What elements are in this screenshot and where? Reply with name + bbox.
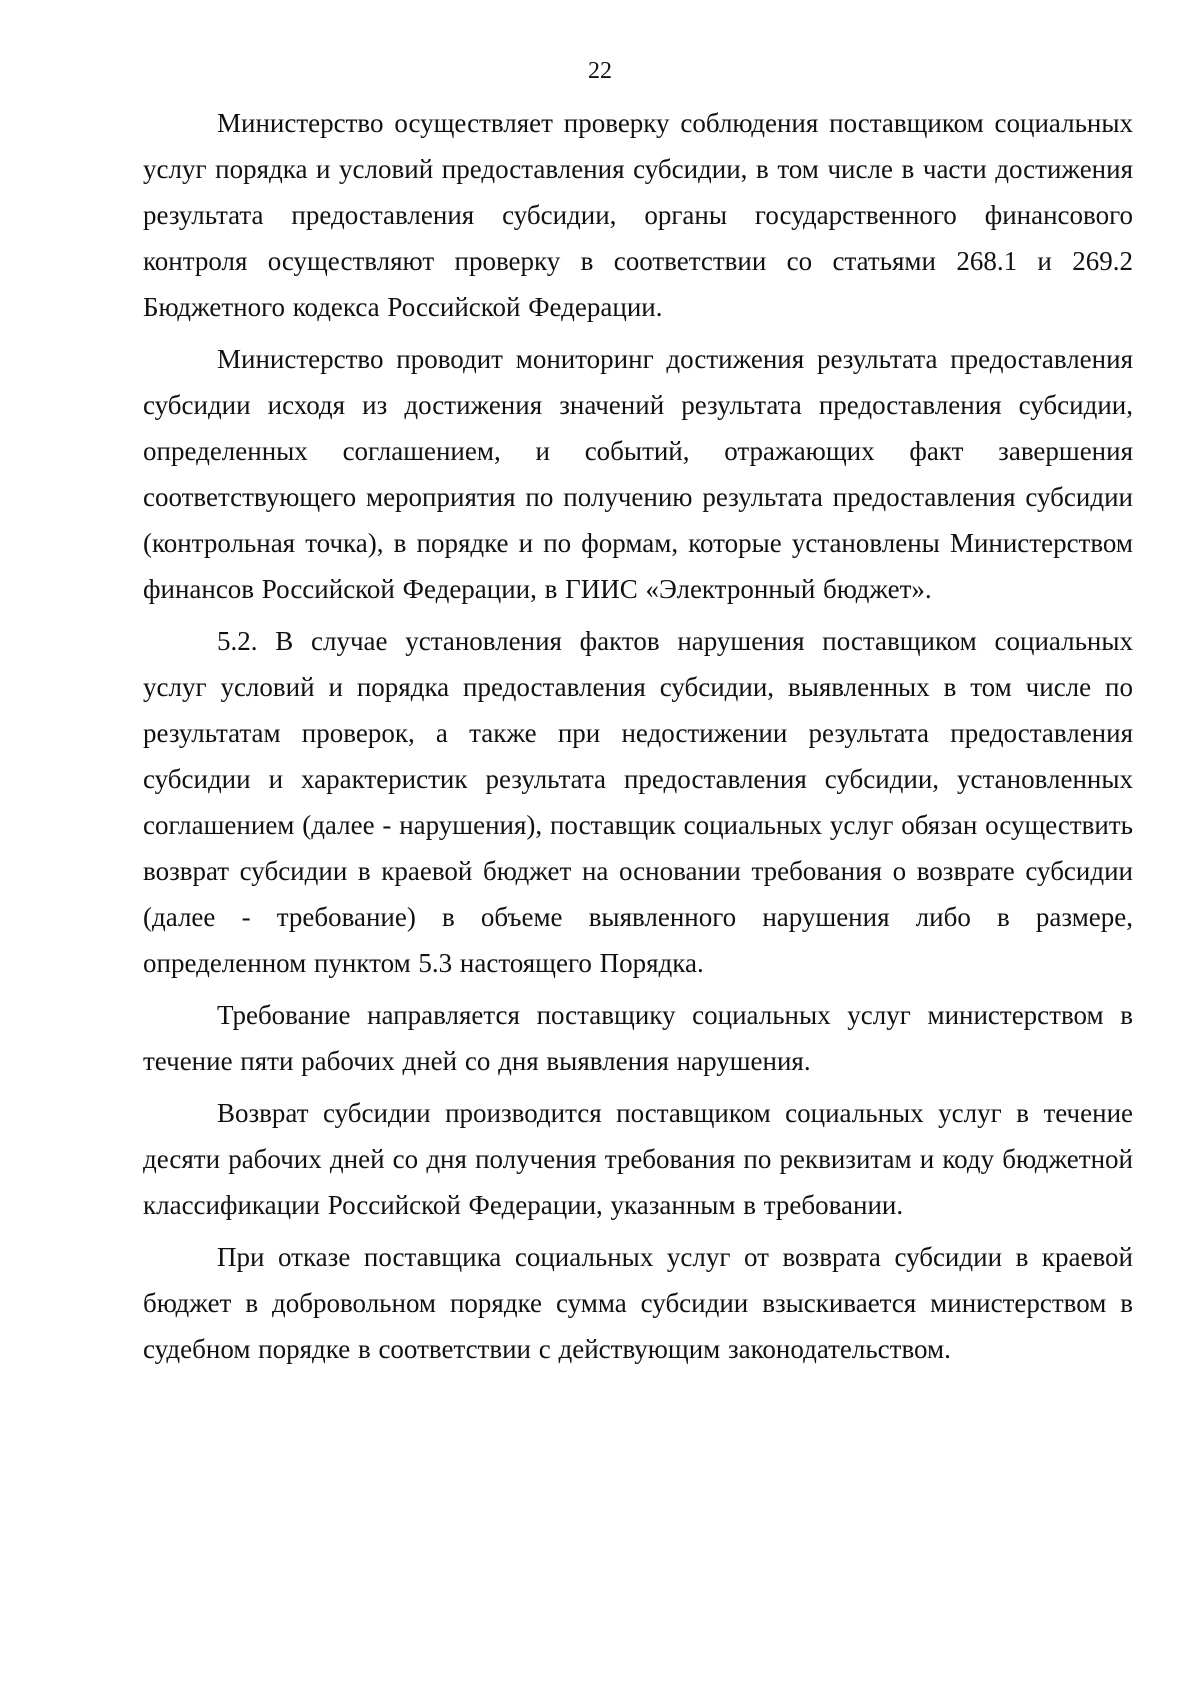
paragraph-subsidy-return: Возврат субсидии производится поставщиком социальных услуг в течение десяти рабочих дней со дня получения требования по реквизитам и коду бюджетной классификации Российской Федерации, указанным в требовании. <box>143 1098 1133 1220</box>
paragraph-refusal-recovery: При отказе поставщика социальных услуг от возврата субсидии в краевой бюджет в добровольном порядке сумма субсидии взыскивается министерством в судебном порядке в соответствии с действующим законодательством. <box>143 1242 1133 1364</box>
paragraph-clause-5-2: 5.2. В случае установления фактов нарушения поставщиком социальных услуг условий и порядка предоставления субсидии, выявленных в том числе по результатам проверок, а также при недостижении результата предоставления субсидии и характеристик результата предоставления субсидии, установленных соглашением (далее - нарушения), поставщик социальных услуг обязан осуществить возврат субсидии в краевой бюджет на основании требования о возврате субсидии (далее - требование) в объеме выявленного нарушения либо в размере, определенном пунктом 5.3 настоящего Порядка. <box>143 626 1133 978</box>
page-number: 22 <box>588 58 612 84</box>
document-body <box>143 100 1133 1378</box>
paragraph-ministry-monitoring: Министерство проводит мониторинг достижения результата предоставления субсидии исходя из достижения значений результата предоставления субсидии, определенных соглашением, и событий, отражающих факт завершения соответствующего мероприятия по получению результата предоставления субсидии (контрольная точка), в порядке и по формам, которые установлены Министерством финансов Российской Федерации, в ГИИС «Электронный бюджет». <box>143 344 1133 604</box>
paragraph-ministry-inspection: Министерство осуществляет проверку соблюдения поставщиком социальных услуг порядка и условий предоставления субсидии, в том числе в части достижения результата предоставления субсидии, органы государственного финансового контроля осуществляют проверку в соответствии со статьями 268.1 и 269.2 Бюджетного кодекса Российской Федерации. <box>143 108 1133 322</box>
paragraph-requirement-sent: Требование направляется поставщику социальных услуг министерством в течение пяти рабочих дней со дня выявления нарушения. <box>143 1000 1133 1076</box>
